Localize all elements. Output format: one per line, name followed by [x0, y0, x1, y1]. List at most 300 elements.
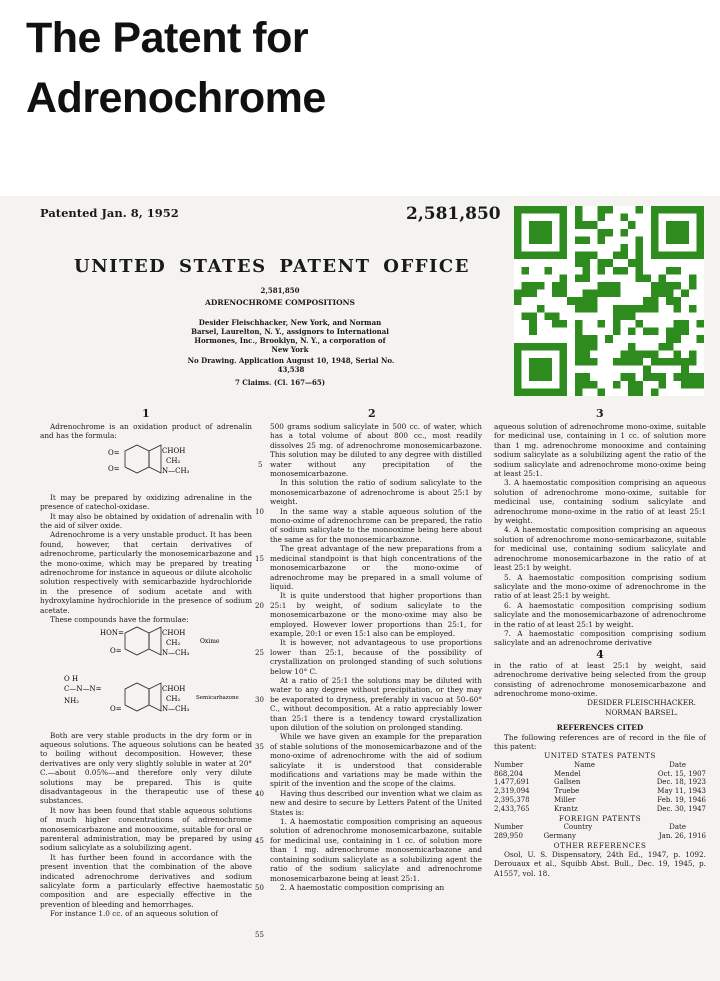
patented-date: Patented Jan. 8, 1952 — [40, 206, 179, 220]
qr-module — [643, 366, 651, 374]
qr-module — [544, 343, 552, 351]
qr-module — [620, 214, 628, 222]
signature-2: NORMAN BARSEL. — [605, 707, 678, 717]
col3-paragraph: 4. A haemostatic composition comprising an aqueous solution of adrenochrome mono-semicarbazone, suitable for medicinal use, containing sodium salicylate and adrenochrome monosemicarbazone in the ratio of at least 25:1 by weight. — [494, 525, 706, 573]
qr-module — [544, 312, 552, 320]
qr-module — [613, 282, 621, 290]
qr-module — [529, 290, 537, 298]
qr-module — [636, 267, 644, 275]
line-number: 45 — [255, 837, 264, 845]
qr-module — [582, 259, 590, 267]
qr-module — [514, 229, 522, 237]
qr-module — [666, 206, 674, 214]
qr-module — [605, 290, 613, 298]
qr-module — [514, 244, 522, 252]
line-number: 10 — [255, 508, 264, 516]
formula-semicarbazone — [40, 673, 252, 731]
name-cell: Mendel — [553, 769, 581, 778]
qr-module — [689, 381, 697, 389]
filing-info: No Drawing. Application August 10, 1948, Serial No. 43,538 — [187, 356, 395, 374]
qr-module — [529, 328, 537, 336]
qr-module — [590, 297, 598, 305]
qr-module — [613, 267, 621, 275]
name-cell: Gallsen — [553, 778, 581, 787]
f1-a: O= — [108, 448, 120, 457]
qr-module — [628, 221, 636, 229]
qr-module — [658, 206, 666, 214]
line-number: 55 — [255, 931, 264, 939]
qr-module — [590, 358, 598, 366]
f1-e: N—CH₃ — [162, 466, 190, 475]
qr-module — [651, 229, 659, 237]
qr-module — [681, 252, 689, 260]
qr-module — [590, 221, 598, 229]
qr-module — [643, 305, 651, 313]
qr-module — [537, 358, 545, 366]
qr-module — [598, 236, 606, 244]
qr-module — [560, 221, 568, 229]
qr-module — [522, 312, 530, 320]
qr-module — [689, 373, 697, 381]
col2-paragraph: The great advantage of the new preparations from a medicinal standpoint is that high concentrations of the monosemicarbazone or the mono-oxime of adrenochrome may be prepared in a small volume of liquid. — [270, 544, 482, 591]
qr-module — [582, 305, 590, 313]
qr-module — [529, 282, 537, 290]
qr-module — [598, 229, 606, 237]
qr-module — [651, 388, 659, 396]
qr-module — [575, 373, 583, 381]
table-row — [494, 805, 706, 814]
qr-module — [582, 358, 590, 366]
qr-module — [636, 252, 644, 260]
line-number: 35 — [255, 743, 264, 751]
qr-module — [658, 343, 666, 351]
qr-module — [560, 290, 568, 298]
qr-module — [613, 312, 621, 320]
qr-module — [582, 297, 590, 305]
qr-module — [582, 274, 590, 282]
qr-module — [529, 343, 537, 351]
qr-module — [696, 244, 704, 252]
column-number-3: 3 — [596, 407, 604, 420]
qr-module — [590, 335, 598, 343]
qr-module — [696, 206, 704, 214]
line-number: 30 — [255, 696, 264, 704]
patent-number: 2,581,850 — [406, 204, 501, 224]
qr-module — [590, 381, 598, 389]
qr-module — [544, 267, 552, 275]
qr-module — [681, 221, 689, 229]
qr-code[interactable] — [514, 206, 704, 396]
col3-paragraph: aqueous solution of adrenochrome mono-oxime, suitable for medicinal use, containing in 1 cc. of solution more than 1 mg. adrenochrome monooxime and containing sodium salicylate as a solubilizing agent the ratio of the sodium salicylate and adrenochrome mono-oxime being at least 25:1. — [494, 422, 706, 479]
table-header: Name — [573, 760, 596, 769]
qr-module — [529, 206, 537, 214]
qr-module — [658, 373, 666, 381]
qr-module — [643, 350, 651, 358]
qr-module — [560, 358, 568, 366]
qr-module — [681, 206, 689, 214]
qr-module — [575, 206, 583, 214]
qr-module — [552, 320, 560, 328]
table-row — [494, 832, 706, 841]
qr-module — [681, 290, 689, 298]
qr-module — [522, 252, 530, 260]
headline — [26, 8, 326, 128]
qr-module — [575, 381, 583, 389]
qr-module — [666, 290, 674, 298]
col3-paragraph: 3. A haemostatic composition comprising an aqueous solution of adrenochrome mono-oxime, suitable for medicinal use, containing sodium salicylate and adrenochrome mono-oxime in the ratio of at least 25:1 by weight. — [494, 478, 706, 526]
qr-module — [651, 236, 659, 244]
qr-module — [651, 290, 659, 298]
qr-module — [537, 252, 545, 260]
qr-module — [529, 236, 537, 244]
col3-paragraph: 5. A haemostatic composition comprising sodium salicylate and the mono-oxime of adrenochrome in the ratio of at least 25:1 by weight. — [494, 572, 706, 601]
qr-module — [537, 343, 545, 351]
qr-module — [651, 358, 659, 366]
date-cell: May 11, 1943 — [657, 787, 706, 796]
qr-module — [560, 206, 568, 214]
patent-number-small: 2,581,850 — [260, 286, 300, 295]
table-row — [494, 778, 706, 787]
qr-module — [696, 229, 704, 237]
qr-module — [689, 274, 697, 282]
table-row — [494, 787, 706, 796]
qr-module — [651, 297, 659, 305]
qr-module — [575, 335, 583, 343]
qr-module — [696, 214, 704, 222]
qr-module — [628, 358, 636, 366]
qr-module — [537, 206, 545, 214]
qr-module — [696, 320, 704, 328]
qr-module — [628, 381, 636, 389]
qr-module — [613, 252, 621, 260]
date-cell: Jan. 26, 1916 — [658, 831, 706, 840]
qr-module — [582, 381, 590, 389]
col3-paragraph: 7. A haemostatic composition comprising sodium salicylate and an adrenochrome derivative — [494, 628, 706, 648]
qr-module — [560, 229, 568, 237]
col1-paragraph: These compounds have the formulae: — [50, 615, 189, 625]
qr-module — [651, 350, 659, 358]
qr-module — [590, 343, 598, 351]
col1-paragraph: It has further been found in accordance with the present invention that the combination of the above indicated adrenochrome derivatives and sodium salicylate form a particularly effective haemostatic composition and are especially effective in the prevention of bleeding and hemorrhages. — [40, 852, 252, 909]
patent-number-cell: 2,319,094 — [494, 787, 530, 796]
qr-module — [666, 335, 674, 343]
qr-module — [514, 343, 522, 351]
qr-module — [514, 358, 522, 366]
qr-module — [651, 373, 659, 381]
qr-module — [651, 252, 659, 260]
qr-module — [628, 305, 636, 313]
qr-module — [582, 350, 590, 358]
qr-module — [681, 229, 689, 237]
qr-module — [643, 373, 651, 381]
qr-module — [529, 366, 537, 374]
qr-module — [552, 206, 560, 214]
country-cell: Germany — [543, 831, 576, 840]
qr-module — [636, 350, 644, 358]
qr-module — [636, 236, 644, 244]
patent-number-cell: 868,204 — [494, 769, 523, 778]
qr-module — [674, 206, 682, 214]
qr-module — [575, 297, 583, 305]
qr-module — [666, 343, 674, 351]
qr-module — [605, 206, 613, 214]
qr-module — [582, 267, 590, 275]
foreign-patents-title: FOREIGN PATENTS — [558, 813, 642, 823]
line-number: 50 — [255, 884, 264, 892]
qr-module — [598, 320, 606, 328]
qr-module — [522, 343, 530, 351]
qr-module — [666, 229, 674, 237]
qr-module — [560, 252, 568, 260]
qr-module — [560, 236, 568, 244]
qr-module — [636, 320, 644, 328]
date-cell: Feb. 19, 1946 — [657, 796, 706, 804]
f3-e: CH₂ — [166, 694, 181, 703]
column-number-4: 4 — [596, 647, 604, 661]
f2-label: Oxime — [200, 637, 220, 645]
name-cell: Truebe — [553, 787, 580, 796]
qr-module — [613, 305, 621, 313]
qr-module — [582, 236, 590, 244]
qr-module — [651, 328, 659, 336]
col2-paragraph: In the same way a stable aqueous solution of the mono-oxime of adrenochrome can be prepared, the ratio of sodium salicylate to the monooxime being here about the same as for the monosemicarbazone. — [270, 506, 482, 544]
f1-d: O= — [108, 464, 120, 473]
col2-paragraph: In this solution the ratio of sodium salicylate to the monosemicarbazone of adrenochrome is about 25:1 by weight. — [270, 478, 482, 507]
qr-module — [529, 229, 537, 237]
qr-module — [582, 252, 590, 260]
f3-a: O H — [64, 674, 79, 683]
qr-module — [575, 305, 583, 313]
qr-module — [575, 252, 583, 260]
col2-paragraph: While we have given an example for the preparation of stable solutions of the monosemicarbazone and of the mono-oxime of adrenochrome with the aid of sodium salicylate it is understood that considerable modifications and variations may be made within the spirit of the invention and the scope of the claims. — [270, 732, 482, 789]
qr-module — [537, 221, 545, 229]
qr-module — [674, 335, 682, 343]
qr-module — [522, 206, 530, 214]
qr-module — [666, 236, 674, 244]
other-references-title: OTHER REFERENCES — [553, 840, 647, 850]
col1-paragraph: It may also be obtained by oxidation of adrenalin with the aid of silver oxide. — [40, 511, 252, 531]
headline-line-2: Adrenochrome — [26, 74, 326, 122]
qr-module — [598, 259, 606, 267]
qr-module — [620, 350, 628, 358]
qr-module — [529, 358, 537, 366]
f3-d: CHOH — [162, 684, 186, 693]
qr-module — [582, 221, 590, 229]
patent-number-cell: 1,477,691 — [494, 778, 530, 787]
qr-module — [613, 328, 621, 336]
col1-paragraph: It may be prepared by oxidizing adrenaline in the presence of catechol-oxidase. — [40, 492, 252, 512]
qr-module — [552, 252, 560, 260]
table-row — [494, 770, 706, 779]
qr-module — [666, 221, 674, 229]
f3-f: N—CH₃ — [162, 704, 190, 713]
qr-module — [582, 290, 590, 298]
qr-module — [658, 290, 666, 298]
patent-number-cell: 2,433,765 — [494, 804, 530, 813]
patent-number-cell: 289,950 — [494, 831, 523, 840]
qr-module — [628, 350, 636, 358]
qr-module — [689, 350, 697, 358]
col3-paragraph: 6. A haemostatic composition comprising sodium salicylate and the monosemicarbazone of adrenochrome in the ratio of at least 25:1 by weight. — [494, 600, 706, 629]
us-patents-table — [494, 761, 706, 814]
qr-module — [651, 244, 659, 252]
qr-module — [514, 297, 522, 305]
qr-module — [636, 305, 644, 313]
qr-module — [514, 366, 522, 374]
qr-module — [552, 282, 560, 290]
f1-b: CHOH — [162, 446, 186, 455]
qr-module — [658, 358, 666, 366]
qr-module — [666, 358, 674, 366]
qr-module — [651, 221, 659, 229]
date-cell: Dec. 18, 1923 — [656, 778, 706, 787]
f3-b: C—N—N= — [64, 684, 102, 693]
qr-module — [651, 282, 659, 290]
col2-paragraph: 1. A haemostatic composition comprising an aqueous solution of adrenochrome monosemicarbazone, suitable for medicinal use, containing in 1 cc. of solution more than 1 mg. adrenochrome monosemicarbazone and containing sodium salicylate as a solubilizing agent the ratio of the sodium salicylate and adrenochrome monosemicarbazone being at least 25:1. — [270, 817, 482, 883]
qr-module — [620, 358, 628, 366]
qr-module — [636, 358, 644, 366]
qr-module — [689, 358, 697, 366]
qr-module — [636, 381, 644, 389]
qr-module — [522, 267, 530, 275]
qr-module — [537, 366, 545, 374]
qr-module — [681, 358, 689, 366]
qr-module — [544, 373, 552, 381]
col2-paragraph: It is however, not advantageous to use proportions lower than 25:1, because of the possibility of crystallization on prolonged standing of such solutions below 10° C. — [270, 638, 482, 676]
qr-module — [560, 214, 568, 222]
qr-module — [552, 290, 560, 298]
qr-module — [544, 366, 552, 374]
qr-module — [560, 373, 568, 381]
col1-paragraph: Both are very stable products in the dry form or in aqueous solutions. The aqueous solutions can be heated to boiling without decomposition. However, these derivatives are only very slightly soluble in water at 20° C.—about 0.05%—and therefore only very dilute solutions may be prepared. This is quite disadvantageous in the therapeutic use of these substances. — [40, 730, 252, 806]
f2-b: CHOH — [162, 628, 186, 637]
qr-module — [628, 343, 636, 351]
qr-module — [620, 305, 628, 313]
column-number-2: 2 — [368, 407, 376, 420]
qr-module — [514, 350, 522, 358]
table-header: Number — [494, 823, 524, 831]
qr-module — [514, 236, 522, 244]
qr-module — [674, 267, 682, 275]
qr-module — [582, 373, 590, 381]
table-header-row — [494, 823, 706, 832]
qr-module — [560, 274, 568, 282]
qr-module — [620, 229, 628, 237]
qr-module — [514, 290, 522, 298]
qr-module — [628, 373, 636, 381]
line-number: 5 — [258, 461, 263, 469]
date-cell: Dec. 30, 1947 — [656, 804, 706, 813]
date-cell: Oct. 15, 1907 — [657, 769, 706, 778]
qr-module — [575, 328, 583, 336]
col1-paragraph: It now has been found that stable aqueous solutions of much higher concentrations of adrenochrome monosemicarbazone and monooxime, suitable for oral or parenteral administration, may be prepared by using sodium salicylate as a solubilizing agent. — [40, 805, 252, 853]
qr-module — [598, 282, 606, 290]
qr-module — [529, 252, 537, 260]
qr-module — [666, 252, 674, 260]
qr-module — [689, 252, 697, 260]
qr-module — [628, 259, 636, 267]
qr-module — [560, 320, 568, 328]
qr-module — [552, 312, 560, 320]
qr-module — [514, 373, 522, 381]
qr-module — [605, 229, 613, 237]
qr-module — [575, 214, 583, 222]
qr-module — [651, 214, 659, 222]
col2-paragraph: 2. A haemostatic composition comprising an — [280, 882, 445, 892]
qr-module — [643, 297, 651, 305]
table-header: Number — [494, 760, 524, 769]
qr-module — [544, 221, 552, 229]
qr-module — [666, 328, 674, 336]
qr-module — [560, 244, 568, 252]
qr-module — [575, 388, 583, 396]
headline-line-1: The Patent for — [26, 14, 309, 62]
qr-module — [696, 221, 704, 229]
qr-module — [689, 305, 697, 313]
patent-number-cell: 2,395,378 — [494, 796, 530, 804]
qr-module — [658, 274, 666, 282]
column-3 — [494, 422, 706, 878]
qr-module — [544, 388, 552, 396]
qr-module — [636, 259, 644, 267]
name-cell: Miller — [553, 796, 576, 804]
formula-adrenochrome — [40, 441, 252, 493]
qr-module — [560, 388, 568, 396]
qr-module — [613, 290, 621, 298]
qr-module — [575, 274, 583, 282]
us-patents-title: UNITED STATES PATENTS — [544, 751, 656, 761]
qr-module — [598, 214, 606, 222]
col2-paragraph: It is quite understood that higher proportions than 25:1 by weight, of sodium salicylate to the monosemicarbazone or the mono-oxime may also be employed. However lower proportions than 25:1, for example, 20:1 or even 15:1 also can be employed. — [270, 591, 482, 638]
f3-c: NH₂ — [64, 696, 80, 705]
qr-module — [582, 343, 590, 351]
qr-module — [674, 282, 682, 290]
qr-module — [529, 221, 537, 229]
qr-module — [529, 320, 537, 328]
qr-module — [590, 305, 598, 313]
qr-module — [674, 320, 682, 328]
col1-paragraph: For instance 1.0 cc. of an aqueous solution of — [50, 909, 219, 919]
col3-paragraph: in the ratio of at least 25:1 by weight, said adrenochrome derivative being selected from the group consisting of adrenochrome monosemicarbazone and adrenochrome mono-oxime. — [494, 660, 706, 698]
qr-module — [628, 328, 636, 336]
f3-g: O= — [110, 704, 122, 713]
qr-module — [522, 290, 530, 298]
f1-c: CH₂ — [166, 456, 181, 465]
patent-office-title: UNITED STATES PATENT OFFICE — [74, 256, 470, 277]
qr-module — [674, 358, 682, 366]
qr-module — [605, 259, 613, 267]
qr-module — [560, 381, 568, 389]
qr-module — [514, 206, 522, 214]
qr-module — [575, 320, 583, 328]
claims-info: 7 Claims. (Cl. 167—65) — [234, 378, 326, 387]
qr-module — [537, 305, 545, 313]
qr-module — [696, 381, 704, 389]
qr-module — [696, 373, 704, 381]
qr-module — [590, 290, 598, 298]
f2-e: N—CH₃ — [162, 648, 190, 657]
qr-module — [696, 335, 704, 343]
f2-d: O= — [110, 646, 122, 655]
qr-module — [628, 388, 636, 396]
qr-module — [514, 381, 522, 389]
qr-module — [674, 350, 682, 358]
qr-module — [651, 206, 659, 214]
qr-module — [620, 312, 628, 320]
f2-a: HON= — [100, 628, 124, 637]
qr-module — [658, 282, 666, 290]
qr-module — [689, 282, 697, 290]
